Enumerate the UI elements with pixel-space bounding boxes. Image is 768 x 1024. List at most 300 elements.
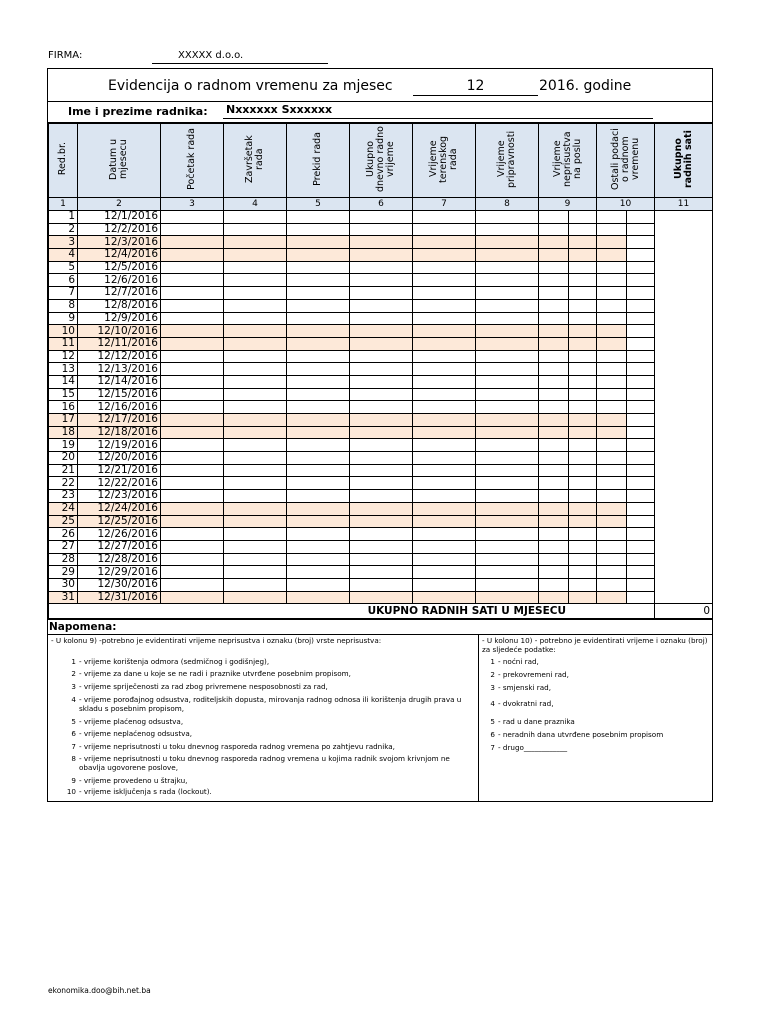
entry-cell[interactable] xyxy=(569,553,597,566)
entry-cell[interactable] xyxy=(627,528,655,541)
entry-cell[interactable] xyxy=(569,528,597,541)
entry-cell[interactable] xyxy=(539,337,569,350)
entry-cell[interactable] xyxy=(539,261,569,274)
entry-cell[interactable] xyxy=(224,452,287,465)
entry-cell[interactable] xyxy=(224,515,287,528)
entry-cell[interactable] xyxy=(161,312,224,325)
entry-cell[interactable] xyxy=(597,274,627,287)
entry-cell[interactable] xyxy=(597,388,627,401)
entry-cell[interactable] xyxy=(413,414,476,427)
entry-cell[interactable] xyxy=(597,211,627,224)
entry-cell[interactable] xyxy=(569,515,597,528)
entry-cell[interactable] xyxy=(413,477,476,490)
entry-cell[interactable] xyxy=(569,274,597,287)
entry-cell[interactable] xyxy=(597,414,627,427)
entry-cell[interactable] xyxy=(413,299,476,312)
entry-cell[interactable] xyxy=(597,553,627,566)
entry-cell[interactable] xyxy=(350,223,413,236)
entry-cell[interactable] xyxy=(569,477,597,490)
entry-cell[interactable] xyxy=(287,490,350,503)
entry-cell[interactable] xyxy=(413,452,476,465)
entry-cell[interactable] xyxy=(627,401,655,414)
entry-cell[interactable] xyxy=(224,375,287,388)
entry-cell[interactable] xyxy=(627,553,655,566)
entry-cell[interactable] xyxy=(476,439,539,452)
entry-cell[interactable] xyxy=(627,274,655,287)
month-value[interactable]: 12 xyxy=(466,78,485,94)
entry-cell[interactable] xyxy=(413,490,476,503)
entry-cell[interactable] xyxy=(287,211,350,224)
entry-cell[interactable] xyxy=(569,401,597,414)
entry-cell[interactable] xyxy=(539,439,569,452)
entry-cell[interactable] xyxy=(350,375,413,388)
entry-cell[interactable] xyxy=(224,211,287,224)
entry-cell[interactable] xyxy=(539,299,569,312)
entry-cell[interactable] xyxy=(569,211,597,224)
entry-cell[interactable] xyxy=(224,439,287,452)
entry-cell[interactable] xyxy=(569,236,597,249)
entry-cell[interactable] xyxy=(597,439,627,452)
entry-cell[interactable] xyxy=(569,388,597,401)
entry-cell[interactable] xyxy=(287,261,350,274)
entry-cell[interactable] xyxy=(627,426,655,439)
entry-cell[interactable] xyxy=(597,528,627,541)
entry-cell[interactable] xyxy=(224,388,287,401)
entry-cell[interactable] xyxy=(350,325,413,338)
entry-cell[interactable] xyxy=(161,299,224,312)
entry-cell[interactable] xyxy=(413,363,476,376)
entry-cell[interactable] xyxy=(569,363,597,376)
entry-cell[interactable] xyxy=(569,426,597,439)
entry-cell[interactable] xyxy=(476,578,539,591)
entry-cell[interactable] xyxy=(476,540,539,553)
entry-cell[interactable] xyxy=(627,287,655,300)
entry-cell[interactable] xyxy=(224,578,287,591)
entry-cell[interactable] xyxy=(476,363,539,376)
entry-cell[interactable] xyxy=(569,439,597,452)
employee-name[interactable]: Nxxxxxx Sxxxxxx xyxy=(226,103,333,116)
entry-cell[interactable] xyxy=(627,490,655,503)
entry-cell[interactable] xyxy=(597,287,627,300)
entry-cell[interactable] xyxy=(476,591,539,604)
entry-cell[interactable] xyxy=(627,236,655,249)
entry-cell[interactable] xyxy=(539,274,569,287)
entry-cell[interactable] xyxy=(627,363,655,376)
entry-cell[interactable] xyxy=(569,325,597,338)
entry-cell[interactable] xyxy=(161,566,224,579)
entry-cell[interactable] xyxy=(350,287,413,300)
entry-cell[interactable] xyxy=(476,502,539,515)
entry-cell[interactable] xyxy=(597,337,627,350)
entry-cell[interactable] xyxy=(627,464,655,477)
entry-cell[interactable] xyxy=(224,490,287,503)
entry-cell[interactable] xyxy=(287,515,350,528)
entry-cell[interactable] xyxy=(476,414,539,427)
entry-cell[interactable] xyxy=(413,591,476,604)
entry-cell[interactable] xyxy=(413,325,476,338)
entry-cell[interactable] xyxy=(224,287,287,300)
entry-cell[interactable] xyxy=(413,426,476,439)
entry-cell[interactable] xyxy=(539,490,569,503)
entry-cell[interactable] xyxy=(597,452,627,465)
entry-cell[interactable] xyxy=(627,223,655,236)
entry-cell[interactable] xyxy=(287,553,350,566)
entry-cell[interactable] xyxy=(350,464,413,477)
entry-cell[interactable] xyxy=(350,312,413,325)
entry-cell[interactable] xyxy=(413,502,476,515)
entry-cell[interactable] xyxy=(350,350,413,363)
entry-cell[interactable] xyxy=(161,439,224,452)
firm-value[interactable]: XXXXX d.o.o. xyxy=(178,50,244,61)
entry-cell[interactable] xyxy=(539,528,569,541)
entry-cell[interactable] xyxy=(539,591,569,604)
entry-cell[interactable] xyxy=(476,515,539,528)
entry-cell[interactable] xyxy=(597,312,627,325)
entry-cell[interactable] xyxy=(597,299,627,312)
entry-cell[interactable] xyxy=(413,287,476,300)
entry-cell[interactable] xyxy=(627,414,655,427)
entry-cell[interactable] xyxy=(569,350,597,363)
entry-cell[interactable] xyxy=(627,249,655,262)
entry-cell[interactable] xyxy=(287,249,350,262)
entry-cell[interactable] xyxy=(413,439,476,452)
entry-cell[interactable] xyxy=(597,591,627,604)
entry-cell[interactable] xyxy=(597,477,627,490)
entry-cell[interactable] xyxy=(539,236,569,249)
entry-cell[interactable] xyxy=(476,426,539,439)
entry-cell[interactable] xyxy=(569,540,597,553)
entry-cell[interactable] xyxy=(287,477,350,490)
entry-cell[interactable] xyxy=(597,566,627,579)
entry-cell[interactable] xyxy=(287,452,350,465)
entry-cell[interactable] xyxy=(224,566,287,579)
entry-cell[interactable] xyxy=(287,591,350,604)
entry-cell[interactable] xyxy=(597,540,627,553)
entry-cell[interactable] xyxy=(287,401,350,414)
entry-cell[interactable] xyxy=(413,388,476,401)
entry-cell[interactable] xyxy=(539,211,569,224)
entry-cell[interactable] xyxy=(161,249,224,262)
entry-cell[interactable] xyxy=(413,249,476,262)
entry-cell[interactable] xyxy=(287,325,350,338)
entry-cell[interactable] xyxy=(350,261,413,274)
entry-cell[interactable] xyxy=(161,375,224,388)
entry-cell[interactable] xyxy=(350,515,413,528)
entry-cell[interactable] xyxy=(627,350,655,363)
entry-cell[interactable] xyxy=(224,401,287,414)
entry-cell[interactable] xyxy=(597,249,627,262)
entry-cell[interactable] xyxy=(597,223,627,236)
entry-cell[interactable] xyxy=(161,502,224,515)
entry-cell[interactable] xyxy=(476,388,539,401)
entry-cell[interactable] xyxy=(569,249,597,262)
entry-cell[interactable] xyxy=(287,287,350,300)
entry-cell[interactable] xyxy=(350,452,413,465)
entry-cell[interactable] xyxy=(161,261,224,274)
entry-cell[interactable] xyxy=(597,502,627,515)
entry-cell[interactable] xyxy=(476,299,539,312)
entry-cell[interactable] xyxy=(161,553,224,566)
entry-cell[interactable] xyxy=(224,299,287,312)
entry-cell[interactable] xyxy=(539,375,569,388)
entry-cell[interactable] xyxy=(569,287,597,300)
entry-cell[interactable] xyxy=(539,540,569,553)
entry-cell[interactable] xyxy=(597,578,627,591)
entry-cell[interactable] xyxy=(476,452,539,465)
entry-cell[interactable] xyxy=(627,261,655,274)
entry-cell[interactable] xyxy=(224,477,287,490)
entry-cell[interactable] xyxy=(627,211,655,224)
entry-cell[interactable] xyxy=(569,502,597,515)
entry-cell[interactable] xyxy=(161,401,224,414)
entry-cell[interactable] xyxy=(539,350,569,363)
entry-cell[interactable] xyxy=(539,363,569,376)
entry-cell[interactable] xyxy=(539,312,569,325)
entry-cell[interactable] xyxy=(161,211,224,224)
entry-cell[interactable] xyxy=(287,223,350,236)
entry-cell[interactable] xyxy=(350,274,413,287)
entry-cell[interactable] xyxy=(597,515,627,528)
entry-cell[interactable] xyxy=(627,578,655,591)
entry-cell[interactable] xyxy=(539,223,569,236)
entry-cell[interactable] xyxy=(350,299,413,312)
entry-cell[interactable] xyxy=(476,464,539,477)
entry-cell[interactable] xyxy=(224,223,287,236)
entry-cell[interactable] xyxy=(224,502,287,515)
entry-cell[interactable] xyxy=(413,401,476,414)
entry-cell[interactable] xyxy=(476,249,539,262)
entry-cell[interactable] xyxy=(413,223,476,236)
entry-cell[interactable] xyxy=(539,287,569,300)
entry-cell[interactable] xyxy=(350,363,413,376)
entry-cell[interactable] xyxy=(476,553,539,566)
entry-cell[interactable] xyxy=(569,591,597,604)
entry-cell[interactable] xyxy=(569,578,597,591)
entry-cell[interactable] xyxy=(350,566,413,579)
entry-cell[interactable] xyxy=(287,236,350,249)
entry-cell[interactable] xyxy=(287,439,350,452)
entry-cell[interactable] xyxy=(161,337,224,350)
entry-cell[interactable] xyxy=(476,566,539,579)
entry-cell[interactable] xyxy=(161,236,224,249)
entry-cell[interactable] xyxy=(627,439,655,452)
entry-cell[interactable] xyxy=(476,375,539,388)
entry-cell[interactable] xyxy=(476,337,539,350)
entry-cell[interactable] xyxy=(413,553,476,566)
entry-cell[interactable] xyxy=(597,325,627,338)
entry-cell[interactable] xyxy=(476,223,539,236)
entry-cell[interactable] xyxy=(350,249,413,262)
entry-cell[interactable] xyxy=(224,414,287,427)
entry-cell[interactable] xyxy=(597,464,627,477)
entry-cell[interactable] xyxy=(539,578,569,591)
entry-cell[interactable] xyxy=(413,236,476,249)
entry-cell[interactable] xyxy=(224,591,287,604)
entry-cell[interactable] xyxy=(627,312,655,325)
entry-cell[interactable] xyxy=(350,401,413,414)
entry-cell[interactable] xyxy=(476,325,539,338)
entry-cell[interactable] xyxy=(627,452,655,465)
entry-cell[interactable] xyxy=(539,426,569,439)
entry-cell[interactable] xyxy=(224,337,287,350)
entry-cell[interactable] xyxy=(224,312,287,325)
entry-cell[interactable] xyxy=(413,540,476,553)
entry-cell[interactable] xyxy=(224,261,287,274)
entry-cell[interactable] xyxy=(413,261,476,274)
entry-cell[interactable] xyxy=(350,502,413,515)
entry-cell[interactable] xyxy=(539,566,569,579)
entry-cell[interactable] xyxy=(569,566,597,579)
entry-cell[interactable] xyxy=(224,236,287,249)
entry-cell[interactable] xyxy=(413,578,476,591)
entry-cell[interactable] xyxy=(413,464,476,477)
entry-cell[interactable] xyxy=(224,426,287,439)
entry-cell[interactable] xyxy=(161,540,224,553)
entry-cell[interactable] xyxy=(413,211,476,224)
entry-cell[interactable] xyxy=(350,211,413,224)
entry-cell[interactable] xyxy=(161,350,224,363)
entry-cell[interactable] xyxy=(350,388,413,401)
entry-cell[interactable] xyxy=(627,477,655,490)
entry-cell[interactable] xyxy=(413,312,476,325)
entry-cell[interactable] xyxy=(597,426,627,439)
entry-cell[interactable] xyxy=(539,388,569,401)
entry-cell[interactable] xyxy=(627,502,655,515)
entry-cell[interactable] xyxy=(569,490,597,503)
entry-cell[interactable] xyxy=(287,528,350,541)
entry-cell[interactable] xyxy=(224,363,287,376)
entry-cell[interactable] xyxy=(161,578,224,591)
entry-cell[interactable] xyxy=(476,236,539,249)
entry-cell[interactable] xyxy=(413,337,476,350)
entry-cell[interactable] xyxy=(476,401,539,414)
entry-cell[interactable] xyxy=(350,578,413,591)
entry-cell[interactable] xyxy=(161,528,224,541)
entry-cell[interactable] xyxy=(476,528,539,541)
entry-cell[interactable] xyxy=(413,274,476,287)
entry-cell[interactable] xyxy=(413,350,476,363)
entry-cell[interactable] xyxy=(224,249,287,262)
entry-cell[interactable] xyxy=(287,312,350,325)
entry-cell[interactable] xyxy=(569,414,597,427)
entry-cell[interactable] xyxy=(287,363,350,376)
entry-cell[interactable] xyxy=(287,299,350,312)
entry-cell[interactable] xyxy=(224,528,287,541)
entry-cell[interactable] xyxy=(161,388,224,401)
entry-cell[interactable] xyxy=(350,439,413,452)
entry-cell[interactable] xyxy=(224,553,287,566)
entry-cell[interactable] xyxy=(597,375,627,388)
entry-cell[interactable] xyxy=(627,591,655,604)
entry-cell[interactable] xyxy=(539,401,569,414)
entry-cell[interactable] xyxy=(161,591,224,604)
entry-cell[interactable] xyxy=(350,591,413,604)
entry-cell[interactable] xyxy=(287,426,350,439)
entry-cell[interactable] xyxy=(597,236,627,249)
entry-cell[interactable] xyxy=(287,337,350,350)
entry-cell[interactable] xyxy=(627,375,655,388)
entry-cell[interactable] xyxy=(539,477,569,490)
entry-cell[interactable] xyxy=(287,502,350,515)
entry-cell[interactable] xyxy=(161,426,224,439)
entry-cell[interactable] xyxy=(350,414,413,427)
entry-cell[interactable] xyxy=(476,477,539,490)
entry-cell[interactable] xyxy=(161,287,224,300)
entry-cell[interactable] xyxy=(597,350,627,363)
entry-cell[interactable] xyxy=(476,490,539,503)
entry-cell[interactable] xyxy=(627,566,655,579)
entry-cell[interactable] xyxy=(539,249,569,262)
entry-cell[interactable] xyxy=(224,540,287,553)
entry-cell[interactable] xyxy=(569,375,597,388)
entry-cell[interactable] xyxy=(539,414,569,427)
entry-cell[interactable] xyxy=(476,287,539,300)
entry-cell[interactable] xyxy=(287,350,350,363)
entry-cell[interactable] xyxy=(413,566,476,579)
entry-cell[interactable] xyxy=(539,553,569,566)
entry-cell[interactable] xyxy=(476,261,539,274)
entry-cell[interactable] xyxy=(161,274,224,287)
entry-cell[interactable] xyxy=(287,464,350,477)
entry-cell[interactable] xyxy=(627,325,655,338)
entry-cell[interactable] xyxy=(597,490,627,503)
entry-cell[interactable] xyxy=(569,223,597,236)
entry-cell[interactable] xyxy=(350,490,413,503)
entry-cell[interactable] xyxy=(476,312,539,325)
entry-cell[interactable] xyxy=(569,312,597,325)
entry-cell[interactable] xyxy=(627,388,655,401)
entry-cell[interactable] xyxy=(161,515,224,528)
entry-cell[interactable] xyxy=(539,325,569,338)
entry-cell[interactable] xyxy=(287,540,350,553)
entry-cell[interactable] xyxy=(476,274,539,287)
entry-cell[interactable] xyxy=(569,299,597,312)
entry-cell[interactable] xyxy=(350,540,413,553)
entry-cell[interactable] xyxy=(287,388,350,401)
entry-cell[interactable] xyxy=(224,274,287,287)
entry-cell[interactable] xyxy=(413,375,476,388)
entry-cell[interactable] xyxy=(350,426,413,439)
entry-cell[interactable] xyxy=(287,414,350,427)
entry-cell[interactable] xyxy=(350,528,413,541)
entry-cell[interactable] xyxy=(539,452,569,465)
entry-cell[interactable] xyxy=(224,325,287,338)
entry-cell[interactable] xyxy=(627,515,655,528)
entry-cell[interactable] xyxy=(627,540,655,553)
entry-cell[interactable] xyxy=(350,337,413,350)
entry-cell[interactable] xyxy=(161,223,224,236)
entry-cell[interactable] xyxy=(597,261,627,274)
entry-cell[interactable] xyxy=(287,274,350,287)
entry-cell[interactable] xyxy=(350,553,413,566)
entry-cell[interactable] xyxy=(161,363,224,376)
entry-cell[interactable] xyxy=(627,299,655,312)
entry-cell[interactable] xyxy=(569,337,597,350)
entry-cell[interactable] xyxy=(287,566,350,579)
entry-cell[interactable] xyxy=(597,401,627,414)
entry-cell[interactable] xyxy=(476,211,539,224)
entry-cell[interactable] xyxy=(287,375,350,388)
entry-cell[interactable] xyxy=(413,515,476,528)
entry-cell[interactable] xyxy=(597,363,627,376)
entry-cell[interactable] xyxy=(350,236,413,249)
entry-cell[interactable] xyxy=(224,350,287,363)
entry-cell[interactable] xyxy=(161,477,224,490)
entry-cell[interactable] xyxy=(350,477,413,490)
entry-cell[interactable] xyxy=(627,337,655,350)
entry-cell[interactable] xyxy=(539,515,569,528)
entry-cell[interactable] xyxy=(287,578,350,591)
